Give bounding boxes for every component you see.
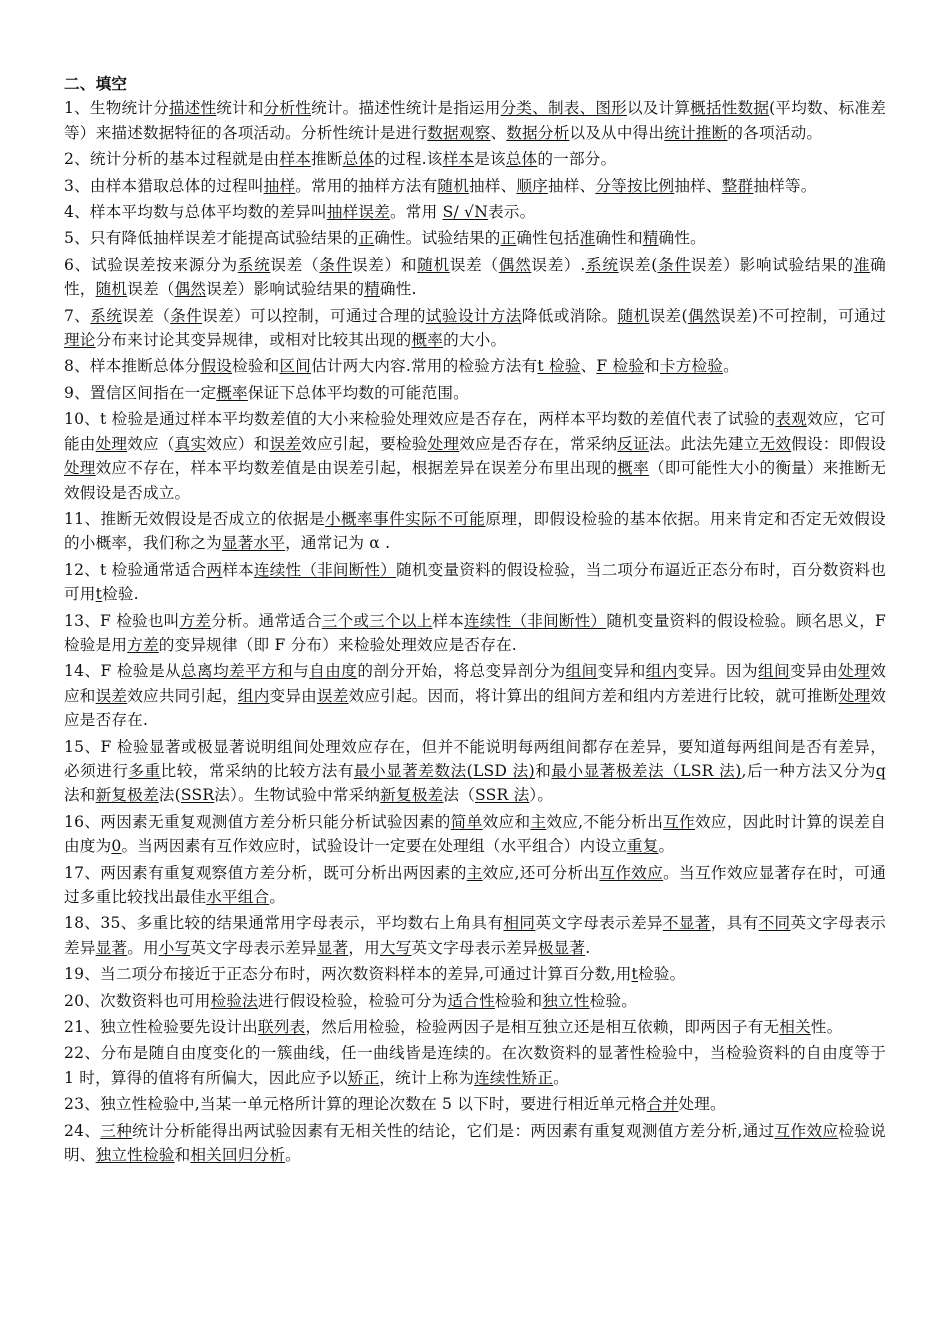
- answer-blank: 小写: [158, 938, 191, 957]
- question-text: 随机变量资料的假设检验，当二项分布逼近正态分布时，百分数资料也可用: [64, 560, 886, 604]
- answer-blank: 概括性数据: [690, 99, 770, 118]
- answer-blank: 整群: [721, 176, 754, 195]
- question-text: 分布来讨论其变异规律，或相对比较其出现的: [95, 331, 412, 350]
- question-text: 7、: [64, 306, 91, 325]
- question-text: 。常用的抽样方法有: [295, 176, 438, 195]
- question-text: 16、两因素无重复观测值方差分析只能分析试验因素的: [64, 812, 451, 831]
- question-text: 检验.: [102, 585, 139, 604]
- question-item: [64, 147, 886, 171]
- answer-blank: 显著: [95, 938, 128, 957]
- answer-blank: 方差: [179, 611, 212, 630]
- answer-blank: 连续性（非间断性）: [464, 611, 607, 630]
- question-text: 进行假设检验，检验可分为: [257, 991, 448, 1010]
- answer-blank: 系统: [90, 306, 123, 325]
- question-text: 误差（: [122, 306, 171, 325]
- question-text: 13、F 检验也叫: [64, 611, 180, 630]
- question-text: 的一部分。: [537, 150, 617, 169]
- question-text: 的过程.该: [374, 150, 443, 169]
- answer-blank: 矫正: [347, 1068, 380, 1087]
- question-text: 和: [174, 1146, 191, 1165]
- question-text: （即可能性大小的衡量）来推断无效假设是否成立。: [64, 459, 886, 502]
- question-text: 统计分析能得出两试验因素有无相关性的结论，它们是：两因素有重复观测值方差分析,通过: [132, 1121, 775, 1140]
- question-text: 10、t 检验是通过样本平均数差值的大小来检验处理效应是否存在，两样本平均数的差值代表了试验的: [64, 410, 776, 429]
- question-text: 统计和: [216, 99, 264, 118]
- answer-blank: 总离均差平方和: [181, 662, 294, 681]
- answer-blank: 精: [642, 229, 659, 248]
- question-text: 2、统计分析的基本过程就是由: [64, 150, 280, 169]
- answer-blank: 组间: [565, 662, 598, 681]
- answer-blank: SSR: [180, 786, 215, 805]
- answer-blank: 连续性矫正: [474, 1068, 554, 1087]
- question-text: 降低或消除。: [521, 306, 618, 325]
- question-text: 效应,还可分析出: [482, 863, 600, 882]
- answer-blank: 新复极差: [380, 786, 444, 805]
- question-text: 误差）可以控制，可通过合理的: [202, 306, 426, 325]
- question-text: 检验。: [638, 965, 686, 984]
- answer-blank: 准: [853, 255, 871, 274]
- answer-blank: 总体: [342, 150, 375, 169]
- question-text: 检验说明、: [64, 1121, 886, 1165]
- question-text: 22、分布是随自由度变化的一簇曲线，任一曲线皆是连续的。在次数资料的显著性检验中，当检验资料的自由度等于 1 时，算得的值将有所偏大，因此应予以: [64, 1044, 886, 1087]
- question-text: 推断: [311, 150, 343, 169]
- question-text: 确性。试验结果的: [374, 229, 501, 248]
- question-text: 。: [269, 888, 286, 906]
- answer-blank: 误差: [95, 686, 128, 705]
- answer-blank: 表观: [775, 410, 807, 429]
- question-text: ，通常记为 α .: [285, 534, 391, 553]
- answer-blank: 顺序: [516, 176, 548, 195]
- question-text: 误差）和: [351, 255, 418, 274]
- question-text: 法和: [64, 786, 96, 805]
- question-item: [64, 558, 886, 607]
- question-item: [64, 659, 886, 732]
- answer-blank: 系统: [237, 255, 271, 274]
- question-text: 。: [658, 837, 675, 856]
- question-text: 性。: [810, 1018, 843, 1037]
- question-text: ，具有: [710, 914, 759, 933]
- answer-blank: 处理: [838, 686, 871, 705]
- answer-blank: 理论: [64, 331, 96, 350]
- question-text: 和: [644, 357, 660, 376]
- answer-blank: 最小显著极差法（LSR 法): [551, 761, 742, 780]
- question-text: (平均数、标准差等）来描述数据特征的各项活动。分析性统计是进行: [64, 99, 886, 142]
- question-text: 4、样本平均数与总体平均数的差异叫: [64, 203, 327, 222]
- answer-blank: 连续性（非间断性）: [253, 560, 397, 579]
- question-text: 误差(: [649, 306, 688, 325]
- answer-blank: SSR 法: [475, 786, 530, 805]
- question-item: [64, 253, 886, 302]
- question-item: [64, 989, 886, 1013]
- answer-blank: 分等按比例: [595, 176, 675, 195]
- question-text: 法。此法先建立: [648, 434, 760, 453]
- question-text: 效应引起。因而，将计算出的组间方差和组内方差进行比较，就可推断: [348, 686, 839, 705]
- question-text: .: [585, 938, 591, 957]
- question-text: 保证下总体平均数的可能范围。: [247, 383, 469, 402]
- question-text: 17、两因素有重复观察值方差分析，既可分析出两因素的: [64, 863, 467, 882]
- question-item: [64, 1041, 886, 1090]
- answer-blank: 偶然: [174, 280, 207, 299]
- answer-blank: 卡方检验: [659, 357, 724, 376]
- question-text: 效应不存在，样本平均数差值是由误差引起，根据差异在误差分布里出现的: [95, 459, 618, 478]
- answer-blank: 组内: [237, 686, 270, 705]
- answer-blank: 概率: [216, 383, 248, 402]
- question-text: 处理。: [678, 1095, 726, 1114]
- answer-blank: 误差: [316, 686, 349, 705]
- answer-blank: 联列表: [257, 1018, 306, 1037]
- question-text: 英文字母表示差异: [190, 938, 317, 957]
- question-item: [64, 304, 886, 353]
- answer-blank: t: [95, 585, 103, 604]
- answer-blank: 组间: [758, 662, 791, 681]
- question-text: 是该: [474, 150, 506, 169]
- answer-blank: 随机: [417, 255, 450, 274]
- question-text: 8、样本推断总体分: [64, 357, 201, 376]
- question-text: 检验和: [494, 991, 543, 1010]
- question-text: 效应，因此时计算的误差自由度为: [64, 812, 886, 856]
- question-text: 。常用: [390, 203, 443, 222]
- question-text: 检验和: [232, 357, 280, 376]
- answer-blank: 方差: [127, 635, 159, 654]
- answer-blank: 误差: [269, 434, 302, 453]
- question-text: 21、独立性检验要先设计出: [64, 1018, 258, 1037]
- answer-blank: 极显著: [537, 938, 586, 957]
- answer-blank: 组内: [645, 662, 678, 681]
- question-text: 确性.: [379, 280, 417, 299]
- question-text: 法）。生物试验中常采纳: [214, 786, 381, 805]
- answer-blank: 自由度: [309, 662, 358, 681]
- answer-blank: 抽样: [263, 176, 296, 195]
- question-text: 23、独立性检验中,当某一单元格所计算的理论次数在 5 以下时，要进行相近单元格: [64, 1095, 647, 1114]
- question-item: [64, 507, 886, 556]
- question-text: 以及计算: [626, 99, 691, 118]
- question-text: 效应引起，要检验: [301, 434, 428, 453]
- question-text: 。用: [127, 938, 159, 957]
- answer-blank: 随机: [437, 176, 469, 195]
- question-item: [64, 1119, 886, 1168]
- question-text: 抽样、: [547, 176, 596, 195]
- answer-blank: 准: [579, 229, 596, 248]
- answer-blank: 显著水平: [221, 534, 286, 553]
- question-text: 估计两大内容.常用的检验方法有: [311, 357, 538, 376]
- answer-blank: 总体: [505, 150, 538, 169]
- question-text: 19、当二项分布接近于正态分布时，两次数资料样本的差异,可通过计算百分数,用: [64, 965, 632, 984]
- answer-blank: 三种: [100, 1121, 133, 1140]
- question-text: 变异由: [790, 662, 839, 681]
- question-text: 6、试验误差按来源分为: [64, 255, 238, 274]
- answer-blank: F 检验: [596, 357, 645, 376]
- question-text: 与: [293, 662, 310, 681]
- answer-blank: 小概率事件实际不可能: [325, 509, 486, 528]
- question-text: 误差（: [270, 255, 320, 274]
- question-text: 英文字母表示差异: [64, 914, 886, 957]
- answer-blank: 独立性检验: [95, 1146, 175, 1165]
- answer-blank: 不显著: [662, 914, 711, 933]
- question-text: 效应是否存在.: [64, 686, 887, 730]
- answer-blank: 处理: [64, 459, 96, 478]
- answer-blank: 假设: [200, 357, 233, 376]
- answer-blank: S/ √N: [442, 203, 489, 222]
- answer-blank: 相同: [503, 914, 536, 933]
- question-text: 样本: [222, 560, 254, 579]
- question-item: [64, 1092, 886, 1116]
- question-text: 误差）.: [531, 255, 586, 274]
- question-text: 随机变量资料的假设检验。顾名思义，F 检验是用: [64, 611, 887, 654]
- question-text: 英文字母表示差异: [411, 938, 538, 957]
- question-item: [64, 96, 886, 145]
- question-text: 的剖分开始，将总变异剖分为: [357, 662, 566, 681]
- question-item: [64, 407, 886, 505]
- question-text: 。当互作效应显著存在时，可通过多重比较找出最佳: [64, 863, 886, 906]
- question-text: 9、置信区间指在一定: [64, 383, 217, 402]
- answer-blank: 检验法: [210, 991, 258, 1010]
- fill-in-blank-list: [64, 96, 886, 1167]
- question-text: 效应共同引起，: [127, 686, 238, 705]
- answer-blank: 精: [364, 280, 380, 299]
- question-item: [64, 381, 886, 405]
- question-text: 假设：即假设: [791, 434, 887, 453]
- answer-blank: 系统: [585, 255, 619, 274]
- answer-blank: 区间: [279, 357, 312, 376]
- question-text: 确性和: [595, 229, 643, 248]
- answer-blank: 真实: [174, 434, 207, 453]
- answer-blank: 统计推断: [664, 123, 728, 142]
- question-text: 误差（: [127, 280, 175, 299]
- question-text: 误差）影响试验结果的: [206, 280, 365, 299]
- question-item: [64, 200, 886, 224]
- answer-blank: 合并: [646, 1095, 679, 1114]
- answer-blank: t: [631, 965, 639, 984]
- question-text: 样本: [432, 611, 465, 630]
- question-text: 抽样等。: [753, 176, 817, 195]
- question-item: [64, 861, 886, 910]
- answer-blank: 随机: [95, 280, 128, 299]
- answer-blank: 简单: [450, 812, 483, 831]
- answer-blank: 三个或三个以上: [321, 611, 433, 630]
- question-text: 15、F 检验显著或极显著说明组间处理效应存在，但并不能说明每两组间都存在差异，要知道每两组间是否有差异，必须进行: [64, 737, 886, 780]
- question-item: [64, 226, 886, 250]
- question-text: 5、只有降低抽样误差才能提高试验结果的: [64, 229, 359, 248]
- answer-blank: 随机: [617, 306, 650, 325]
- answer-blank: q: [875, 761, 886, 780]
- question-text: 效应（: [127, 434, 175, 453]
- answer-blank: 新复极差: [95, 786, 159, 805]
- question-item: [64, 174, 886, 198]
- question-text: ，然后用检验，检验两因子是相互独立还是相互依赖，即两因子有无: [305, 1018, 780, 1037]
- answer-blank: 处理: [95, 434, 128, 453]
- answer-blank: 条件: [319, 255, 352, 274]
- question-text: 法（: [443, 786, 476, 805]
- question-text: 抽样、: [674, 176, 722, 195]
- question-text: 效应和: [482, 812, 531, 831]
- question-text: 法(: [158, 786, 181, 805]
- question-item: [64, 609, 886, 658]
- answer-blank: t 检验: [537, 357, 581, 376]
- answer-blank: 描述性: [168, 99, 217, 118]
- question-text: ）。: [529, 786, 554, 805]
- answer-blank: 适合性: [447, 991, 495, 1010]
- question-text: 效应，它可能由: [64, 410, 886, 453]
- question-text: 效应,不能分析出: [546, 812, 664, 831]
- question-text: 12、t 检验通常适合: [64, 560, 207, 579]
- answer-blank: 概率: [411, 331, 444, 350]
- question-text: 11、推断无效假设是否成立的依据是: [64, 509, 325, 528]
- answer-blank: 主: [466, 863, 483, 882]
- answer-blank: 0: [111, 837, 122, 856]
- answer-blank: 处理: [838, 662, 871, 681]
- question-text: 抽样、: [469, 176, 517, 195]
- question-text: 分析。通常适合: [211, 611, 322, 630]
- answer-blank: 抽样误差: [326, 203, 391, 222]
- question-text: ,后一种方法又分为: [741, 761, 876, 780]
- answer-blank: 正: [500, 229, 517, 248]
- question-text: 确性。: [658, 229, 706, 248]
- question-text: 。: [723, 357, 739, 376]
- question-text: 效应）和: [206, 434, 270, 453]
- question-item: [64, 962, 886, 986]
- answer-blank: 互作效应: [774, 1121, 839, 1140]
- question-text: 确性，: [64, 255, 886, 299]
- answer-blank: 分析性: [263, 99, 312, 118]
- question-text: 。: [553, 1068, 569, 1087]
- answer-blank: 数据分析: [506, 123, 570, 142]
- question-text: ，统计上称为: [379, 1068, 475, 1087]
- question-text: 变异。因为: [677, 662, 758, 681]
- answer-blank: 试验设计方法: [425, 306, 522, 325]
- answer-blank: 互作: [663, 812, 695, 831]
- question-text: 。: [285, 1146, 301, 1165]
- question-text: 确性包括: [516, 229, 580, 248]
- question-text: 3、由样本猎取总体的过程叫: [64, 176, 264, 195]
- section-title: 二、填空: [64, 75, 128, 93]
- answer-blank: 概率: [617, 459, 649, 478]
- answer-blank: 条件: [657, 255, 691, 274]
- question-text: 误差（: [449, 255, 499, 274]
- answer-blank: 无效: [759, 434, 792, 453]
- question-text: 和: [534, 761, 552, 780]
- question-text: 变异和: [597, 662, 646, 681]
- answer-blank: 相关: [779, 1018, 811, 1037]
- question-text: 的变异规律（即 F 分布）来检验处理效应是否存在.: [158, 635, 517, 654]
- question-text: 原理，即假设检验的基本依据。用来肯定和否定无效假设的小概率，我们称之为: [64, 509, 886, 553]
- question-text: 统计。描述性统计是指运用: [311, 99, 501, 118]
- answer-blank: 大写: [379, 938, 412, 957]
- answer-blank: 样本: [442, 150, 475, 169]
- question-text: 检验。: [589, 991, 638, 1010]
- question-text: 。当两因素有互作效应时，试验设计一定要在处理组（水平组合）内设立: [121, 837, 627, 856]
- document-page: [64, 72, 886, 1169]
- question-item: [64, 735, 886, 808]
- question-text: 变异由: [269, 686, 317, 705]
- question-text: 比较，常采纳的比较方法有: [160, 761, 354, 780]
- question-text: 24、: [64, 1121, 101, 1140]
- question-text: 、: [580, 357, 597, 376]
- question-text: 1、生物统计分: [64, 99, 169, 118]
- answer-blank: 条件: [170, 306, 203, 325]
- question-item: [64, 810, 886, 859]
- question-text: 以及从中得出: [569, 123, 665, 142]
- answer-blank: 数据观察: [427, 123, 491, 142]
- answer-blank: 偶然: [498, 255, 532, 274]
- question-text: 14、F 检验是从: [64, 662, 182, 681]
- question-text: 英文字母表示差异: [535, 914, 663, 933]
- question-text: 误差(: [618, 255, 658, 274]
- answer-blank: 最小显著差数法(LSD 法): [353, 761, 535, 780]
- answer-blank: 互作效应: [599, 863, 664, 882]
- question-text: ，用: [348, 938, 380, 957]
- answer-blank: 不同: [758, 914, 791, 933]
- answer-blank: 分类、制表、图形: [500, 99, 627, 118]
- answer-blank: 重复: [626, 837, 659, 856]
- question-item: [64, 354, 886, 378]
- answer-blank: 显著: [316, 938, 349, 957]
- answer-blank: 多重: [128, 761, 161, 780]
- question-text: 误差)不可控制，可通过: [719, 306, 887, 325]
- question-text: 效应是否存在，常采纳: [459, 434, 618, 453]
- question-item: [64, 1015, 886, 1039]
- question-text: 误差）影响试验结果的: [690, 255, 854, 274]
- question-text: 的大小。: [443, 331, 507, 350]
- answer-blank: 两: [206, 560, 223, 579]
- question-item: [64, 911, 886, 960]
- answer-blank: 独立性: [542, 991, 590, 1010]
- answer-blank: 主: [530, 812, 547, 831]
- question-text: 、: [490, 123, 507, 142]
- question-text: 效应和: [64, 662, 886, 705]
- answer-blank: 水平组合: [206, 888, 270, 906]
- answer-blank: 偶然: [687, 306, 720, 325]
- question-text: 的各项活动。: [727, 123, 823, 142]
- answer-blank: 样本: [279, 150, 312, 169]
- question-text: 表示。: [488, 203, 536, 222]
- answer-blank: 处理: [427, 434, 460, 453]
- question-text: 18、35、多重比较的结果通常用字母表示，平均数右上角具有: [64, 914, 504, 933]
- question-text: 20、次数资料也可用: [64, 991, 211, 1010]
- answer-blank: 正: [358, 229, 375, 248]
- answer-blank: 反证: [617, 434, 649, 453]
- answer-blank: 相关回归分析: [190, 1146, 286, 1165]
